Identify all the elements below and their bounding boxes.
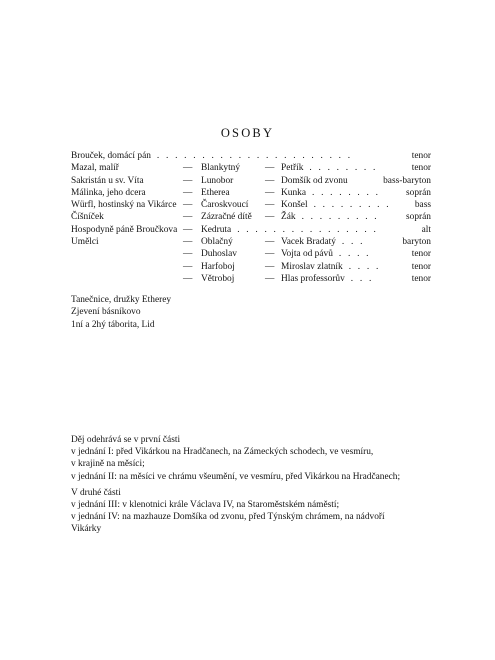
cast-voice: tenor xyxy=(411,273,431,284)
cast-d2: — xyxy=(265,175,275,186)
cast-row xyxy=(71,273,431,285)
setting-line: V druhé části xyxy=(71,487,121,498)
cast-leader-dots: . . . . . . . . xyxy=(309,163,378,174)
cast-list xyxy=(71,150,431,285)
cast-d1: — xyxy=(183,249,193,260)
cast-voice: alt xyxy=(421,224,431,235)
cast-voice: soprán xyxy=(406,212,431,223)
setting-line: Vikárky xyxy=(71,524,102,535)
cast-leader-dots: . . . xyxy=(341,237,365,248)
cast-d2: — xyxy=(265,200,275,211)
cast-sub2: Konšel xyxy=(281,200,308,211)
cast-voice: tenor xyxy=(411,151,431,161)
cast-leader-dots: . . . . . . . . . . . . . . . . xyxy=(237,224,379,235)
cast-d1: — xyxy=(183,261,193,272)
cast-role: Hospodyně páně Broučkova xyxy=(71,224,178,235)
cast-sub: Lunobor xyxy=(201,175,234,186)
cast-leader-dots: . . . . xyxy=(338,249,371,260)
cast-row xyxy=(71,199,431,211)
cast-row xyxy=(71,236,431,248)
cast-sub: Větroboj xyxy=(201,273,235,284)
cast-leader-dots: . . . . . . . . . xyxy=(313,200,391,211)
cast-sub: Duhoslav xyxy=(201,249,237,260)
cast-sub2: Kunka xyxy=(281,187,306,198)
cast-role: Umělci xyxy=(71,237,99,248)
cast-role: Würfl, hostinský na Vikárce xyxy=(71,200,177,211)
cast-sub2: Hlas professorův xyxy=(281,273,345,284)
cast-row xyxy=(71,187,431,199)
cast-row xyxy=(71,211,431,223)
cast-sub: Kedruta xyxy=(201,224,232,235)
setting-line: v krajině na měsíci; xyxy=(71,459,145,470)
cast-role: Sakristán u sv. Víta xyxy=(71,175,144,186)
cast-voice: tenor xyxy=(411,163,431,174)
extras-line: 1ní a 2hý táborita, Lid xyxy=(71,319,155,330)
cast-row xyxy=(71,248,431,260)
cast-sub: Čaroskvoucí xyxy=(201,200,249,211)
cast-voice: tenor xyxy=(411,249,431,260)
cast-d2: — xyxy=(265,249,275,260)
cast-role: Málinka, jeho dcera xyxy=(71,187,146,198)
cast-leader-dots: . . . . . . . . . xyxy=(301,212,379,223)
cast-voice: soprán xyxy=(406,187,431,198)
cast-d1: — xyxy=(183,187,193,198)
cast-sub: Etherea xyxy=(201,187,230,198)
cast-d2: — xyxy=(265,163,275,174)
cast-d1: — xyxy=(183,200,193,211)
cast-sub2: Miroslav zlatník xyxy=(281,261,343,272)
cast-voice: tenor xyxy=(411,261,431,272)
extras-line: Tanečnice, družky Etherey xyxy=(71,295,172,305)
cast-row xyxy=(71,261,431,273)
setting-line: v jednání IV: na mazhauze Domšíka od zvonu, před Týnským chrámem, na nádvoří xyxy=(71,512,385,523)
cast-d2: — xyxy=(265,212,275,223)
cast-role: Mazal, malíř xyxy=(71,163,119,174)
cast-d2: — xyxy=(265,261,275,272)
cast-leader-dots: . . . . . . . . xyxy=(312,187,381,198)
cast-sub: Oblačný xyxy=(201,237,233,248)
cast-leader-dots: . . . xyxy=(350,273,374,284)
cast-voice: bass-baryton xyxy=(383,175,431,186)
cast-voice: baryton xyxy=(402,237,431,248)
setting-line: v jednání II: na měsíci ve chrámu všeumění, ve vesmíru, před Vikárkou na Hradčanech; xyxy=(71,471,401,482)
extras-list xyxy=(71,294,171,331)
setting-line: v jednání III: v klenotnici krále Václava IV, na Staroměstském náměstí; xyxy=(71,499,340,510)
cast-d1: — xyxy=(183,273,193,284)
cast-d2: — xyxy=(265,237,275,248)
cast-d2: — xyxy=(265,273,275,284)
cast-row xyxy=(71,224,431,236)
cast-d1: — xyxy=(183,224,193,235)
cast-row xyxy=(71,162,431,174)
page-heading: OSOBY xyxy=(220,126,275,140)
cast-sub2: Petřík xyxy=(281,163,304,174)
setting-line: v jednání I: před Vikárkou na Hradčanech, na Zámeckých schodech, ve vesmíru, xyxy=(71,447,374,458)
setting-description xyxy=(71,434,431,536)
cast-sub2: Žák xyxy=(281,212,296,223)
cast-d1: — xyxy=(183,212,193,223)
cast-sub: Blankytný xyxy=(201,163,241,174)
cast-sub: Harfoboj xyxy=(201,261,235,272)
cast-d1: — xyxy=(183,175,193,186)
cast-sub: Zázračné dítě xyxy=(201,212,252,223)
cast-sub2: Domšík od zvonu xyxy=(281,175,348,186)
cast-d2: — xyxy=(265,187,275,198)
setting-line: Děj odehrává se v první části xyxy=(71,435,181,445)
cast-row xyxy=(71,175,431,187)
cast-voice: bass xyxy=(414,200,431,211)
cast-row xyxy=(71,150,431,162)
cast-sub2: Vojta od pávů xyxy=(281,249,333,260)
cast-role: Brouček, domácí pán xyxy=(71,151,151,161)
cast-d1: — xyxy=(183,237,193,248)
cast-leader-dots: . . . . . . . . . . . . . . . . . . . . . . xyxy=(156,151,353,161)
extras-line: Zjevení básníkovo xyxy=(71,307,141,318)
cast-leader-dots: . . . . xyxy=(348,261,381,272)
cast-d1: — xyxy=(183,163,193,174)
cast-role: Číšníček xyxy=(71,212,104,223)
cast-sub2: Vacek Bradatý xyxy=(281,237,336,248)
